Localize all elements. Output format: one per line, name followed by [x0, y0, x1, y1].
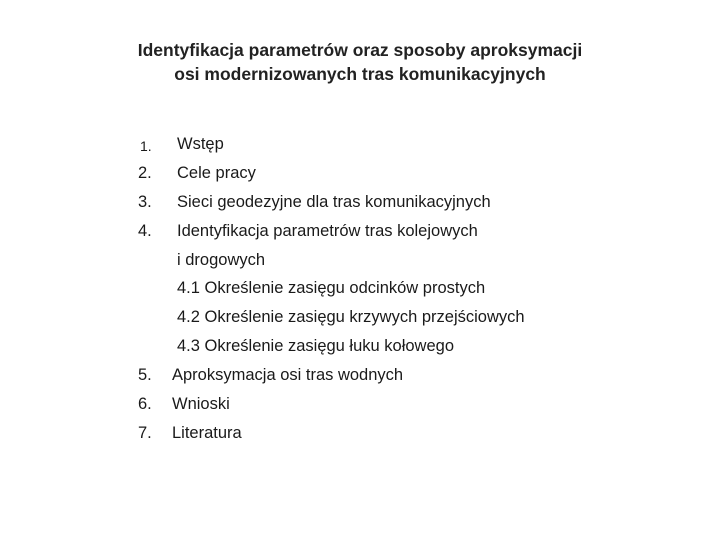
toc-item-number: 6. [138, 395, 152, 413]
toc-item-7 [0, 423, 720, 443]
toc-item-number: 5. [138, 366, 152, 384]
toc-item-text: Sieci geodezyjne dla tras komunikacyjnych [177, 193, 491, 211]
toc-subitem-text: 4.2 Określenie zasięgu krzywych przejściowych [177, 308, 525, 326]
page-title [0, 38, 720, 86]
toc-item-number: 3. [138, 193, 152, 211]
toc-item-text: Aproksymacja osi tras wodnych [172, 366, 404, 384]
toc-subitem-4-3 [0, 336, 720, 356]
toc-item-3 [0, 192, 720, 212]
toc-item-text: Cele pracy [177, 164, 256, 182]
title-line-2: osi modernizowanych tras komunikacyjnych [174, 64, 546, 84]
toc-item-number: 4. [138, 222, 152, 240]
toc-item-text: i drogowych [177, 251, 266, 269]
toc-item-text: Wnioski [172, 395, 230, 413]
toc-item-number: 2. [138, 164, 152, 182]
toc-item-4 [0, 221, 720, 241]
toc-subitem-4-1 [0, 278, 720, 298]
toc-subitem-4-2 [0, 307, 720, 327]
toc-item-2 [0, 163, 720, 183]
toc-item-number: 1. [140, 138, 152, 154]
toc-item-5 [0, 365, 720, 385]
toc-item-text: Identyfikacja parametrów tras kolejowych [177, 222, 478, 240]
toc-item-number: 7. [138, 424, 152, 442]
toc-item-text: Literatura [172, 424, 242, 442]
title-line-1: Identyfikacja parametrów oraz sposoby aproksymacji [137, 40, 583, 60]
toc-subitem-text: 4.3 Określenie zasięgu łuku kołowego [177, 337, 454, 355]
toc-item-4-continuation [0, 250, 720, 270]
toc-item-6 [0, 394, 720, 414]
toc-item-1 [0, 134, 720, 154]
toc-subitem-text: 4.1 Określenie zasięgu odcinków prostych [177, 279, 486, 297]
toc-item-text: Wstęp [177, 135, 224, 153]
